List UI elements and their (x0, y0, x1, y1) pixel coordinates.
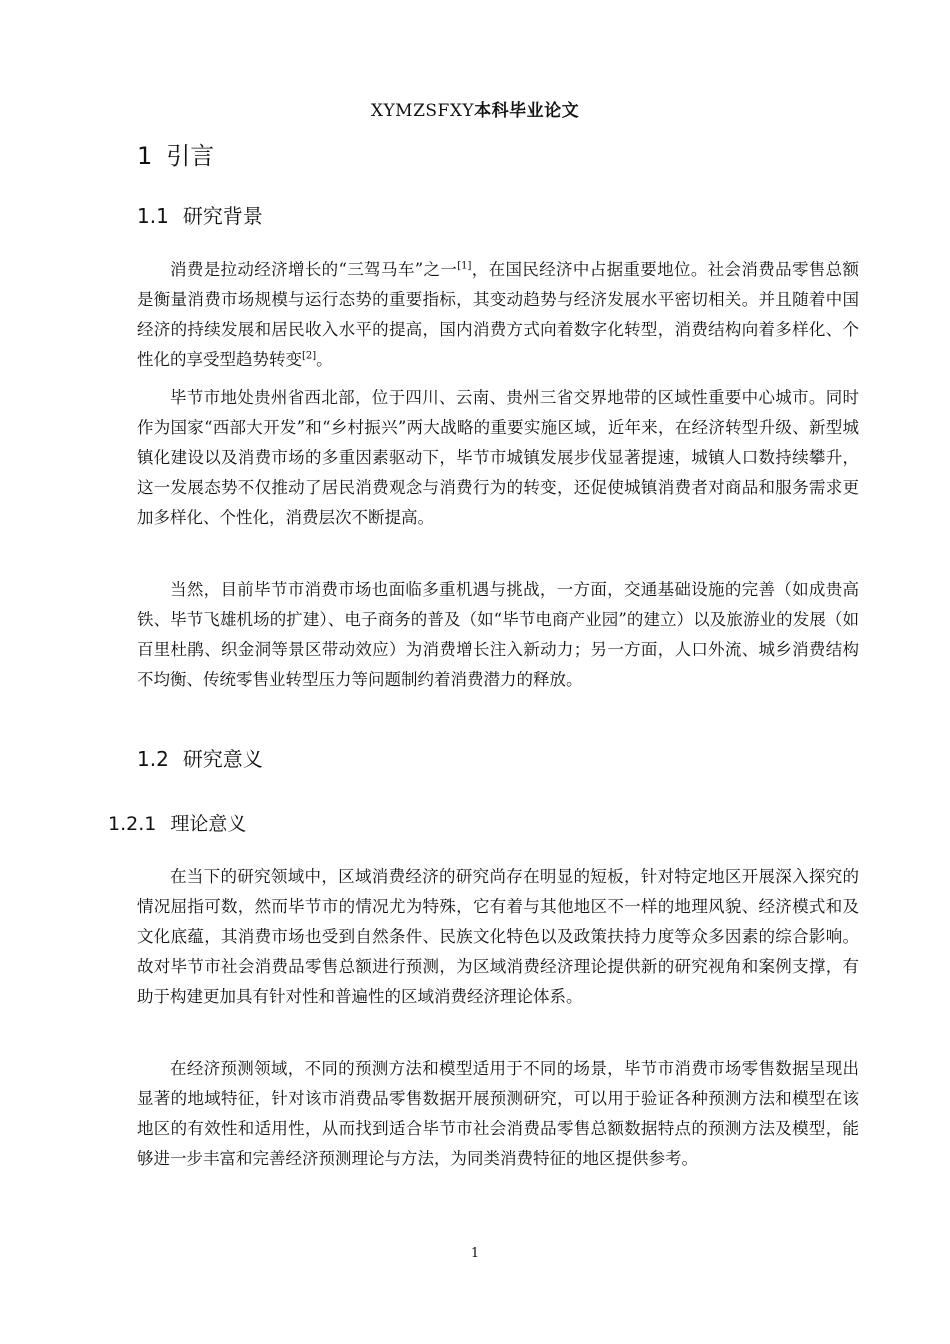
chapter-number: 1 (137, 142, 153, 170)
subsection-heading-1-2-1 (108, 809, 246, 836)
section-heading-1-2 (137, 743, 263, 772)
subsection-number: 1.2.1 (108, 813, 157, 835)
section-title: 研究意义 (182, 747, 263, 771)
citation-ref[interactable]: [2] (302, 350, 317, 362)
header-code: XYMZSFXY (370, 101, 475, 121)
paragraph-background-2: 毕节市地处贵州省西北部，位于四川、云南、贵州三省交界地带的区域性重要中心城市。同时作为国家“西部大开发”和“乡村振兴”两大战略的重要实施区域，近年来，在经济转型升级、新型城镇化建设以及消费市场的多重因素驱动下，毕节市城镇发展步伐显著提速，城镇人口数持续攀升，这一发展态势不仅推动了居民消费观念与消费行为的转变，还促使城镇消费者对商品和服务需求更加多样化、个性化，消费层次不断提高。 (137, 388, 859, 527)
paragraph-text: 消费是拉动经济增长的“三驾马车”之一 (170, 260, 458, 279)
citation-ref[interactable]: [1] (457, 260, 472, 272)
page-number: 1 (470, 1246, 480, 1261)
subsection-title: 理论意义 (170, 813, 247, 835)
paragraph-text: 。 (316, 350, 333, 369)
header-label: 本科毕业论文 (474, 101, 580, 121)
chapter-heading (137, 136, 214, 171)
paragraph-background-1 (137, 255, 859, 375)
section-number: 1.2 (137, 747, 169, 771)
running-header (0, 96, 950, 121)
paragraph-theory-1: 在当下的研究领域中，区域消费经济的研究尚存在明显的短板，针对特定地区开展深入探究的情况屈指可数，然而毕节市的情况尤为特殊，它有着与其他地区不一样的地理风貌、经济模式和及文化底蕴，其消费市场也受到自然条件、民族文化特色以及政策扶持力度等众多因素的综合影响。故对毕节市社会消费品零售总额进行预测，为区域消费经济理论提供新的研究视角和案例支撑，有助于构建更加具有针对性和普遍性的区域消费经济理论体系。 (137, 867, 859, 1006)
section-title: 研究背景 (182, 204, 263, 228)
section-heading-1-1 (137, 200, 263, 229)
paragraph-text: ，在国民经济中占据重要地位。社会消费品零售总额是衡量消费市场规模与运行态势的重要指标，其变动趋势与经济发展水平密切相关。并且随着中国经济的持续发展和居民收入水平的提高，国内消费方式向着数字化转型，消费结构向着多样化、个性化的享受型趋势转变 (137, 260, 859, 369)
chapter-title: 引言 (166, 142, 215, 170)
section-number: 1.1 (137, 204, 169, 228)
paragraph-background-3: 当然，目前毕节市消费市场也面临多重机遇与挑战，一方面，交通基础设施的完善（如成贵高铁、毕节飞雄机场的扩建）、电子商务的普及（如“毕节电商产业园”的建立）以及旅游业的发展（如百里杜鹃、织金洞等景区带动效应）为消费增长注入新动力；另一方面，人口外流、城乡消费结构不均衡、传统零售业转型压力等问题制约着消费潜力的释放。 (137, 580, 859, 689)
header-rule (118, 124, 832, 125)
paragraph-theory-2: 在经济预测领域，不同的预测方法和模型适用于不同的场景，毕节市消费市场零售数据呈现出显著的地域特征，针对该市消费品零售数据开展预测研究，可以用于验证各种预测方法和模型在该地区的有效性和适用性，从而找到适合毕节市社会消费品零售总额数据特点的预测方法及模型，能够进一步丰富和完善经济预测理论与方法，为同类消费特征的地区提供参考。 (137, 1059, 859, 1168)
